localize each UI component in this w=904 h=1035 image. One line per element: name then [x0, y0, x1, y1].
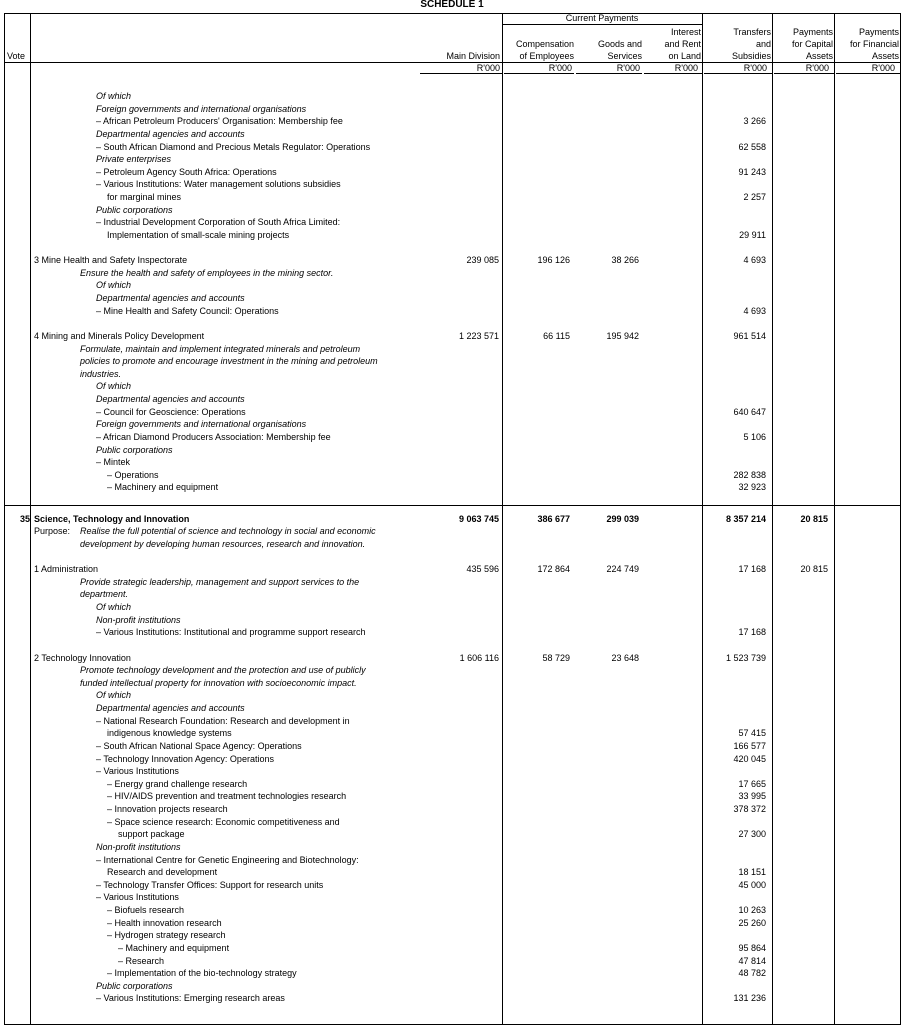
table-row — [0, 753, 904, 766]
table-row — [0, 601, 904, 614]
financial-unit-underline — [836, 73, 900, 74]
table-row — [0, 639, 904, 652]
table-row — [0, 677, 904, 690]
row-label: 2 Technology Innovation — [34, 652, 131, 663]
row-label: – Operations — [107, 469, 159, 480]
capital-assets-header-2: for Capital — [791, 39, 833, 49]
main-division-unit: R'000 — [476, 63, 500, 73]
interest-unit-underline — [644, 73, 702, 74]
amount-tr: 25 260 — [738, 917, 766, 928]
row-label: funded intellectual property for innovation with socioeconomic impact. — [80, 677, 357, 688]
table-row — [0, 292, 904, 305]
amount-ca: 20 815 — [800, 564, 828, 575]
row-label: – Various Institutions: Emerging research areas — [96, 993, 285, 1004]
table-row — [0, 191, 904, 204]
row-label: Research and development — [107, 867, 218, 878]
amount-md: 9 063 745 — [458, 513, 499, 524]
table-row — [0, 929, 904, 942]
row-label: – Implementation of the bio-technology strategy — [107, 968, 297, 979]
row-label: – Research — [118, 955, 165, 966]
amount-tr: 57 415 — [738, 728, 766, 739]
comp-employees-header-2: of Employees — [519, 51, 574, 61]
table-row — [0, 166, 904, 179]
table-row — [0, 967, 904, 980]
row-label: Private enterprises — [96, 154, 172, 165]
row-label: – HIV/AIDS prevention and treatment technologies research — [107, 791, 347, 802]
amount-tr: 8 357 214 — [725, 513, 766, 524]
amount-tr: 91 243 — [738, 166, 766, 177]
row-label: Departmental agencies and accounts — [96, 293, 245, 303]
table-row — [0, 664, 904, 677]
vote-header: Vote — [7, 51, 26, 61]
row-label: – Various Institutions — [96, 766, 179, 777]
row-label: – Petroleum Agency South Africa: Operations — [96, 166, 277, 177]
amount-tr: 18 151 — [738, 867, 766, 878]
table-row — [0, 305, 904, 318]
row-label: 3 Mine Health and Safety Inspectorate — [34, 255, 188, 266]
table-row — [0, 343, 904, 356]
table-row — [0, 431, 904, 444]
amount-tr: 29 911 — [739, 229, 766, 240]
row-label: Non-profit institutions — [96, 614, 181, 625]
amount-ce: 172 864 — [537, 564, 570, 575]
table-row — [0, 689, 904, 702]
table-row — [0, 267, 904, 280]
row-label: – Space science research: Economic competitiveness and — [107, 816, 340, 827]
table-row — [0, 955, 904, 968]
amount-tr: 17 168 — [738, 627, 766, 638]
row-label: – Energy grand challenge research — [107, 778, 248, 789]
row-label: – Health innovation research — [107, 917, 222, 928]
amount-tr: 2 257 — [743, 192, 766, 202]
amount-tr: 27 300 — [738, 829, 766, 840]
table-row — [0, 216, 904, 229]
row-label: Ensure the health and safety of employees in the mining sector. — [80, 267, 334, 278]
transfers-unit: R'000 — [743, 63, 767, 73]
table-row — [0, 368, 904, 381]
row-label: Provide strategic leadership, management and support services to the — [80, 576, 360, 587]
purpose-text: development by developing human resources, research and innovation. — [80, 538, 366, 549]
purpose-text: Realise the full potential of science and technology in social and economic — [80, 526, 376, 537]
current-payments-header: Current Payments — [565, 13, 639, 23]
row-label: Promote technology development and the protection and use of publicly — [80, 665, 366, 676]
table-row — [0, 854, 904, 867]
capital-assets-unit: R'000 — [805, 63, 829, 73]
table-row — [0, 803, 904, 816]
table-row — [0, 917, 904, 930]
row-label: Formulate, maintain and implement integrated minerals and petroleum — [80, 343, 361, 354]
row-label: – Various Institutions — [96, 892, 179, 903]
row-label: Purpose: — [34, 526, 71, 537]
table-top-border — [4, 13, 900, 14]
table-row — [0, 254, 904, 267]
main-unit-underline — [420, 73, 502, 74]
amount-tr: 4 693 — [743, 255, 766, 266]
row-label: Public corporations — [96, 204, 173, 215]
amount-tr: 47 814 — [738, 955, 766, 966]
transfers-header-3: Subsidies — [731, 51, 771, 61]
amount-tr: 640 647 — [733, 406, 766, 417]
table-row — [0, 418, 904, 431]
amount-ce: 386 677 — [537, 513, 570, 524]
amount-tr: 45 000 — [738, 879, 766, 890]
amount-tr: 1 523 739 — [725, 652, 766, 663]
table-row — [0, 153, 904, 166]
row-label: 4 Mining and Minerals Policy Development — [34, 330, 205, 341]
amount-tr: 166 577 — [733, 740, 766, 751]
table-row — [0, 904, 904, 917]
row-label: support package — [118, 829, 185, 840]
table-row — [0, 406, 904, 419]
table-row — [0, 242, 904, 255]
table-row — [0, 494, 904, 507]
amount-md: 239 085 — [466, 255, 499, 266]
financial-assets-header-3: Assets — [871, 51, 899, 61]
amount-tr: 282 838 — [733, 469, 766, 480]
row-label: Of which — [96, 602, 132, 612]
table-row — [0, 444, 904, 457]
amount-tr: 4 693 — [743, 305, 766, 316]
row-label: Departmental agencies and accounts — [96, 128, 245, 139]
table-row — [0, 652, 904, 665]
row-label: – Hydrogen strategy research — [107, 930, 226, 941]
amount-tr: 378 372 — [733, 804, 766, 814]
vote-number: 35 — [19, 513, 30, 524]
row-label: – Mintek — [96, 457, 131, 468]
row-label: policies to promote and encourage investment in the mining and petroleum — [80, 356, 378, 367]
capital-unit-underline — [774, 73, 834, 74]
table-row — [0, 481, 904, 494]
table-row — [0, 765, 904, 778]
row-label: Departmental agencies and accounts — [96, 703, 245, 713]
row-label: for marginal mines — [107, 192, 182, 202]
main-division-header: Main Division — [446, 51, 500, 61]
current-payments-underline — [502, 24, 702, 25]
transfers-header-1: Transfers — [733, 27, 771, 37]
financial-assets-header-2: for Financial — [849, 39, 899, 49]
table-row — [0, 942, 904, 955]
interest-rent-header-2: and Rent — [664, 39, 701, 49]
table-bottom-border — [4, 1024, 900, 1025]
row-label: Of which — [96, 690, 132, 701]
financial-assets-unit: R'000 — [871, 63, 895, 73]
row-label: – Various Institutions: Water management solutions subsidies — [96, 179, 341, 190]
table-row — [0, 891, 904, 904]
row-label: – African Diamond Producers Association: Membership fee — [96, 431, 331, 442]
table-row — [0, 525, 904, 538]
schedule-title: SCHEDULE 1 — [420, 0, 484, 10]
amount-tr: 32 923 — [738, 482, 766, 493]
table-row — [0, 279, 904, 292]
table-row — [0, 469, 904, 482]
row-label: Non-profit institutions — [96, 841, 181, 852]
amount-tr: 48 782 — [738, 968, 766, 979]
table-row — [0, 727, 904, 740]
interest-rent-header-3: on Land — [668, 51, 701, 61]
capital-assets-header-3: Assets — [805, 51, 833, 61]
schedule-body — [0, 90, 904, 1005]
row-label: – International Centre for Genetic Engineering and Biotechnology: — [96, 854, 359, 865]
row-label: Of which — [96, 280, 132, 291]
amount-tr: 95 864 — [738, 942, 766, 953]
amount-tr: 17 168 — [738, 564, 766, 575]
row-label: Public corporations — [96, 980, 173, 991]
row-label: – National Research Foundation: Research and development in — [96, 715, 350, 726]
row-label: Departmental agencies and accounts — [96, 394, 245, 404]
row-label: – Technology Innovation Agency: Operations — [96, 753, 274, 764]
amount-gs: 38 266 — [611, 255, 639, 266]
goods-unit-underline — [576, 73, 642, 74]
amount-md: 1 223 571 — [458, 330, 499, 341]
row-label: – African Petroleum Producers' Organisation: Membership fee — [96, 116, 343, 127]
table-row — [0, 330, 904, 343]
amount-tr: 5 106 — [743, 431, 766, 442]
amount-tr: 10 263 — [738, 905, 766, 915]
amount-md: 435 596 — [466, 564, 499, 575]
goods-services-unit: R'000 — [616, 63, 640, 73]
table-row — [0, 879, 904, 892]
row-label: Of which — [96, 91, 132, 101]
table-row — [0, 115, 904, 128]
interest-rent-unit: R'000 — [674, 63, 698, 73]
table-row — [0, 229, 904, 242]
table-row — [0, 992, 904, 1005]
table-row — [0, 778, 904, 791]
table-row — [0, 380, 904, 393]
row-label: – Industrial Development Corporation of South Africa Limited: — [96, 217, 341, 228]
table-row — [0, 715, 904, 728]
row-label: Foreign governments and international organisations — [96, 103, 307, 114]
row-label: 1 Administration — [34, 564, 99, 575]
transfers-header-2: and — [755, 39, 771, 49]
table-row — [0, 141, 904, 154]
capital-assets-header-1: Payments — [792, 27, 833, 37]
goods-services-header-2: Services — [607, 51, 642, 61]
row-label: Public corporations — [96, 444, 173, 455]
table-row — [0, 980, 904, 993]
interest-rent-header-1: Interest — [670, 27, 701, 37]
table-row — [0, 790, 904, 803]
table-row — [0, 178, 904, 191]
row-label: industries. — [80, 368, 122, 379]
amount-tr: 131 236 — [733, 993, 766, 1004]
amount-tr: 62 558 — [738, 141, 766, 152]
amount-gs: 195 942 — [606, 330, 639, 341]
row-label: Implementation of small-scale mining projects — [107, 229, 290, 240]
row-label: Foreign governments and international organisations — [96, 419, 307, 430]
table-row — [0, 828, 904, 841]
table-row — [0, 563, 904, 576]
amount-tr: 3 266 — [743, 116, 766, 127]
table-row — [0, 90, 904, 103]
amount-tr: 17 665 — [738, 778, 766, 789]
table-row — [0, 393, 904, 406]
financial-assets-header-1: Payments — [858, 27, 899, 37]
amount-gs: 23 648 — [611, 652, 639, 663]
comp-employees-unit: R'000 — [548, 63, 572, 73]
table-row — [0, 841, 904, 854]
table-row — [0, 456, 904, 469]
row-label: – South African Diamond and Precious Metals Regulator: Operations — [96, 141, 371, 152]
row-label: – Machinery and equipment — [107, 482, 219, 493]
comp-unit-underline — [504, 73, 574, 74]
table-row — [0, 317, 904, 330]
row-label: Of which — [96, 381, 132, 392]
table-row — [0, 204, 904, 217]
table-row — [0, 538, 904, 551]
row-label: – Technology Transfer Offices: Support for research units — [96, 879, 324, 890]
row-label: Science, Technology and Innovation — [34, 513, 190, 524]
table-row — [0, 614, 904, 627]
table-row — [0, 128, 904, 141]
row-label: – Mine Health and Safety Council: Operations — [96, 305, 279, 316]
row-label: – Innovation projects research — [107, 804, 228, 814]
comp-employees-header-1: Compensation — [515, 39, 574, 49]
amount-tr: 961 514 — [733, 330, 766, 341]
row-label: – South African National Space Agency: Operations — [96, 740, 302, 751]
row-label: – Council for Geoscience: Operations — [96, 406, 246, 417]
amount-gs: 224 749 — [606, 564, 639, 575]
table-row — [0, 740, 904, 753]
transfers-unit-underline — [704, 73, 772, 74]
amount-tr: 33 995 — [738, 791, 766, 802]
amount-ce: 66 115 — [543, 330, 570, 341]
table-row — [0, 816, 904, 829]
table-row — [0, 576, 904, 589]
amount-md: 1 606 116 — [459, 652, 499, 663]
table-row — [0, 551, 904, 564]
amount-ce: 58 729 — [542, 652, 570, 663]
row-label: indigenous knowledge systems — [107, 728, 232, 739]
row-label: – Machinery and equipment — [118, 942, 230, 953]
amount-ca: 20 815 — [800, 513, 828, 524]
amount-ce: 196 126 — [537, 255, 570, 266]
table-row — [0, 588, 904, 601]
goods-services-header-1: Goods and — [597, 39, 642, 49]
amount-tr: 420 045 — [733, 753, 766, 764]
table-row — [0, 702, 904, 715]
table-row — [0, 103, 904, 116]
table-row — [0, 866, 904, 879]
row-label: department. — [80, 589, 129, 600]
row-label: – Various Institutions: Institutional and programme support research — [96, 627, 366, 638]
amount-gs: 299 039 — [606, 513, 639, 524]
table-row — [0, 355, 904, 368]
table-row — [0, 513, 904, 526]
table-row — [0, 626, 904, 639]
row-label: – Biofuels research — [107, 905, 185, 915]
